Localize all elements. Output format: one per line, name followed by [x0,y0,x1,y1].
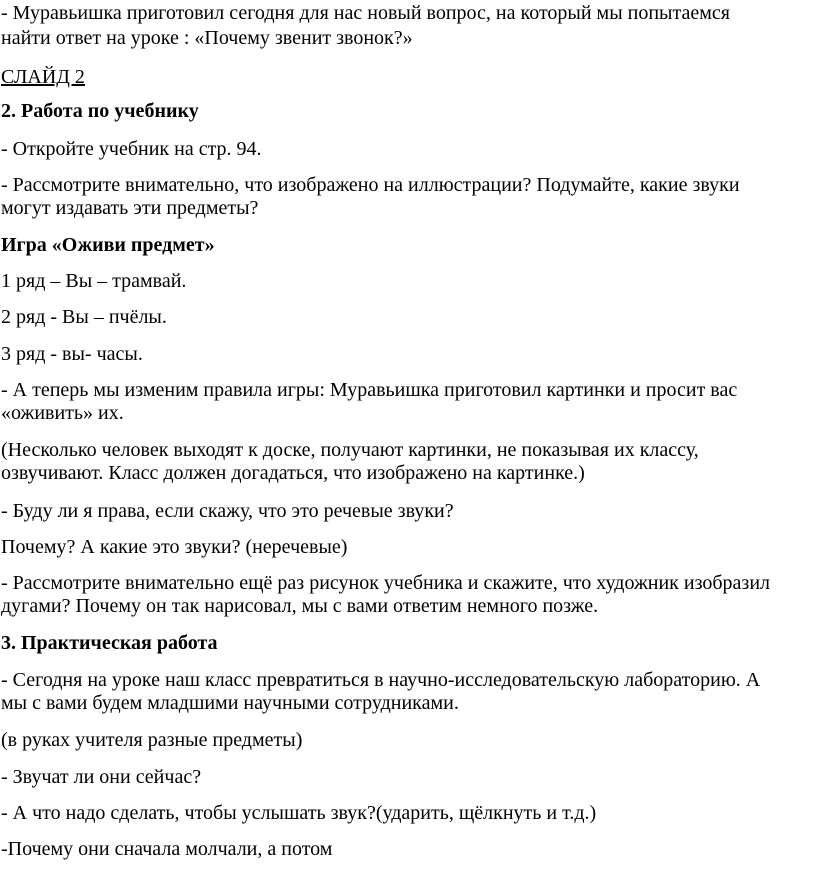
paragraph-open-textbook: - Откройте учебник на стр. 94. [1,138,262,160]
paragraph-question-speech: - Буду ли я права, если скажу, что это речевые звуки? [1,500,454,522]
slide-label: СЛАЙД 2 [1,66,85,88]
paragraph-why: Почему? А какие это звуки? (неречевые) [1,536,348,558]
paragraph-drawing-line-1: - Рассмотрите внимательно ещё раз рисунок учебника и скажите, что художник изобразил [1,572,771,594]
paragraph-intro-line-2: найти ответ на уроке : «Почему звенит звонок?» [1,27,413,49]
game-row-3: 3 ряд - вы- часы. [1,343,143,365]
paragraph-rules-line-2: «оживить» их. [1,402,124,424]
paragraph-examine-line-1: - Рассмотрите внимательно, что изображено на иллюстрации? Подумайте, какие звуки [1,174,740,196]
game-row-2: 2 ряд - Вы – пчёлы. [1,306,167,328]
paragraph-rules-line-1: - А теперь мы изменим правила игры: Муравьишка приготовил картинки и просит вас [1,379,738,401]
paragraph-drawing-line-2: дугами? Почему он так нарисовал, мы с вами ответим немного позже. [1,595,599,617]
paragraph-what-to-do: - А что надо сделать, чтобы услышать звук?(ударить, щёлкнуть и т.д.) [1,802,597,824]
paragraph-lab-line-2: мы с вами будем младшими научными сотрудниками. [1,692,459,714]
paragraph-examine-line-2: могут издавать эти предметы? [1,197,259,219]
paragraph-note-line-2: озвучивают. Класс должен догадаться, что изображено на картинке.) [1,462,585,484]
paragraph-why-silent: -Почему они сначала молчали, а потом [1,838,333,860]
paragraph-intro-line-1: - Муравьишка приготовил сегодня для нас новый вопрос, на который мы попытаемся [1,2,730,24]
paragraph-teacher-objects: (в руках учителя разные предметы) [1,729,303,751]
game-heading: Игра «Оживи предмет» [1,234,215,256]
paragraph-do-they-sound: - Звучат ли они сейчас? [1,766,202,788]
paragraph-note-line-1: (Несколько человек выходят к доске, получают картинки, не показывая их классу, [1,439,699,461]
section-heading-practical: 3. Практическая работа [1,632,218,654]
paragraph-lab-line-1: - Сегодня на уроке наш класс превратиться в научно-исследовательскую лабораторию. А [1,669,761,691]
section-heading-textbook: 2. Работа по учебнику [1,100,199,122]
game-row-1: 1 ряд – Вы – трамвай. [1,270,187,292]
